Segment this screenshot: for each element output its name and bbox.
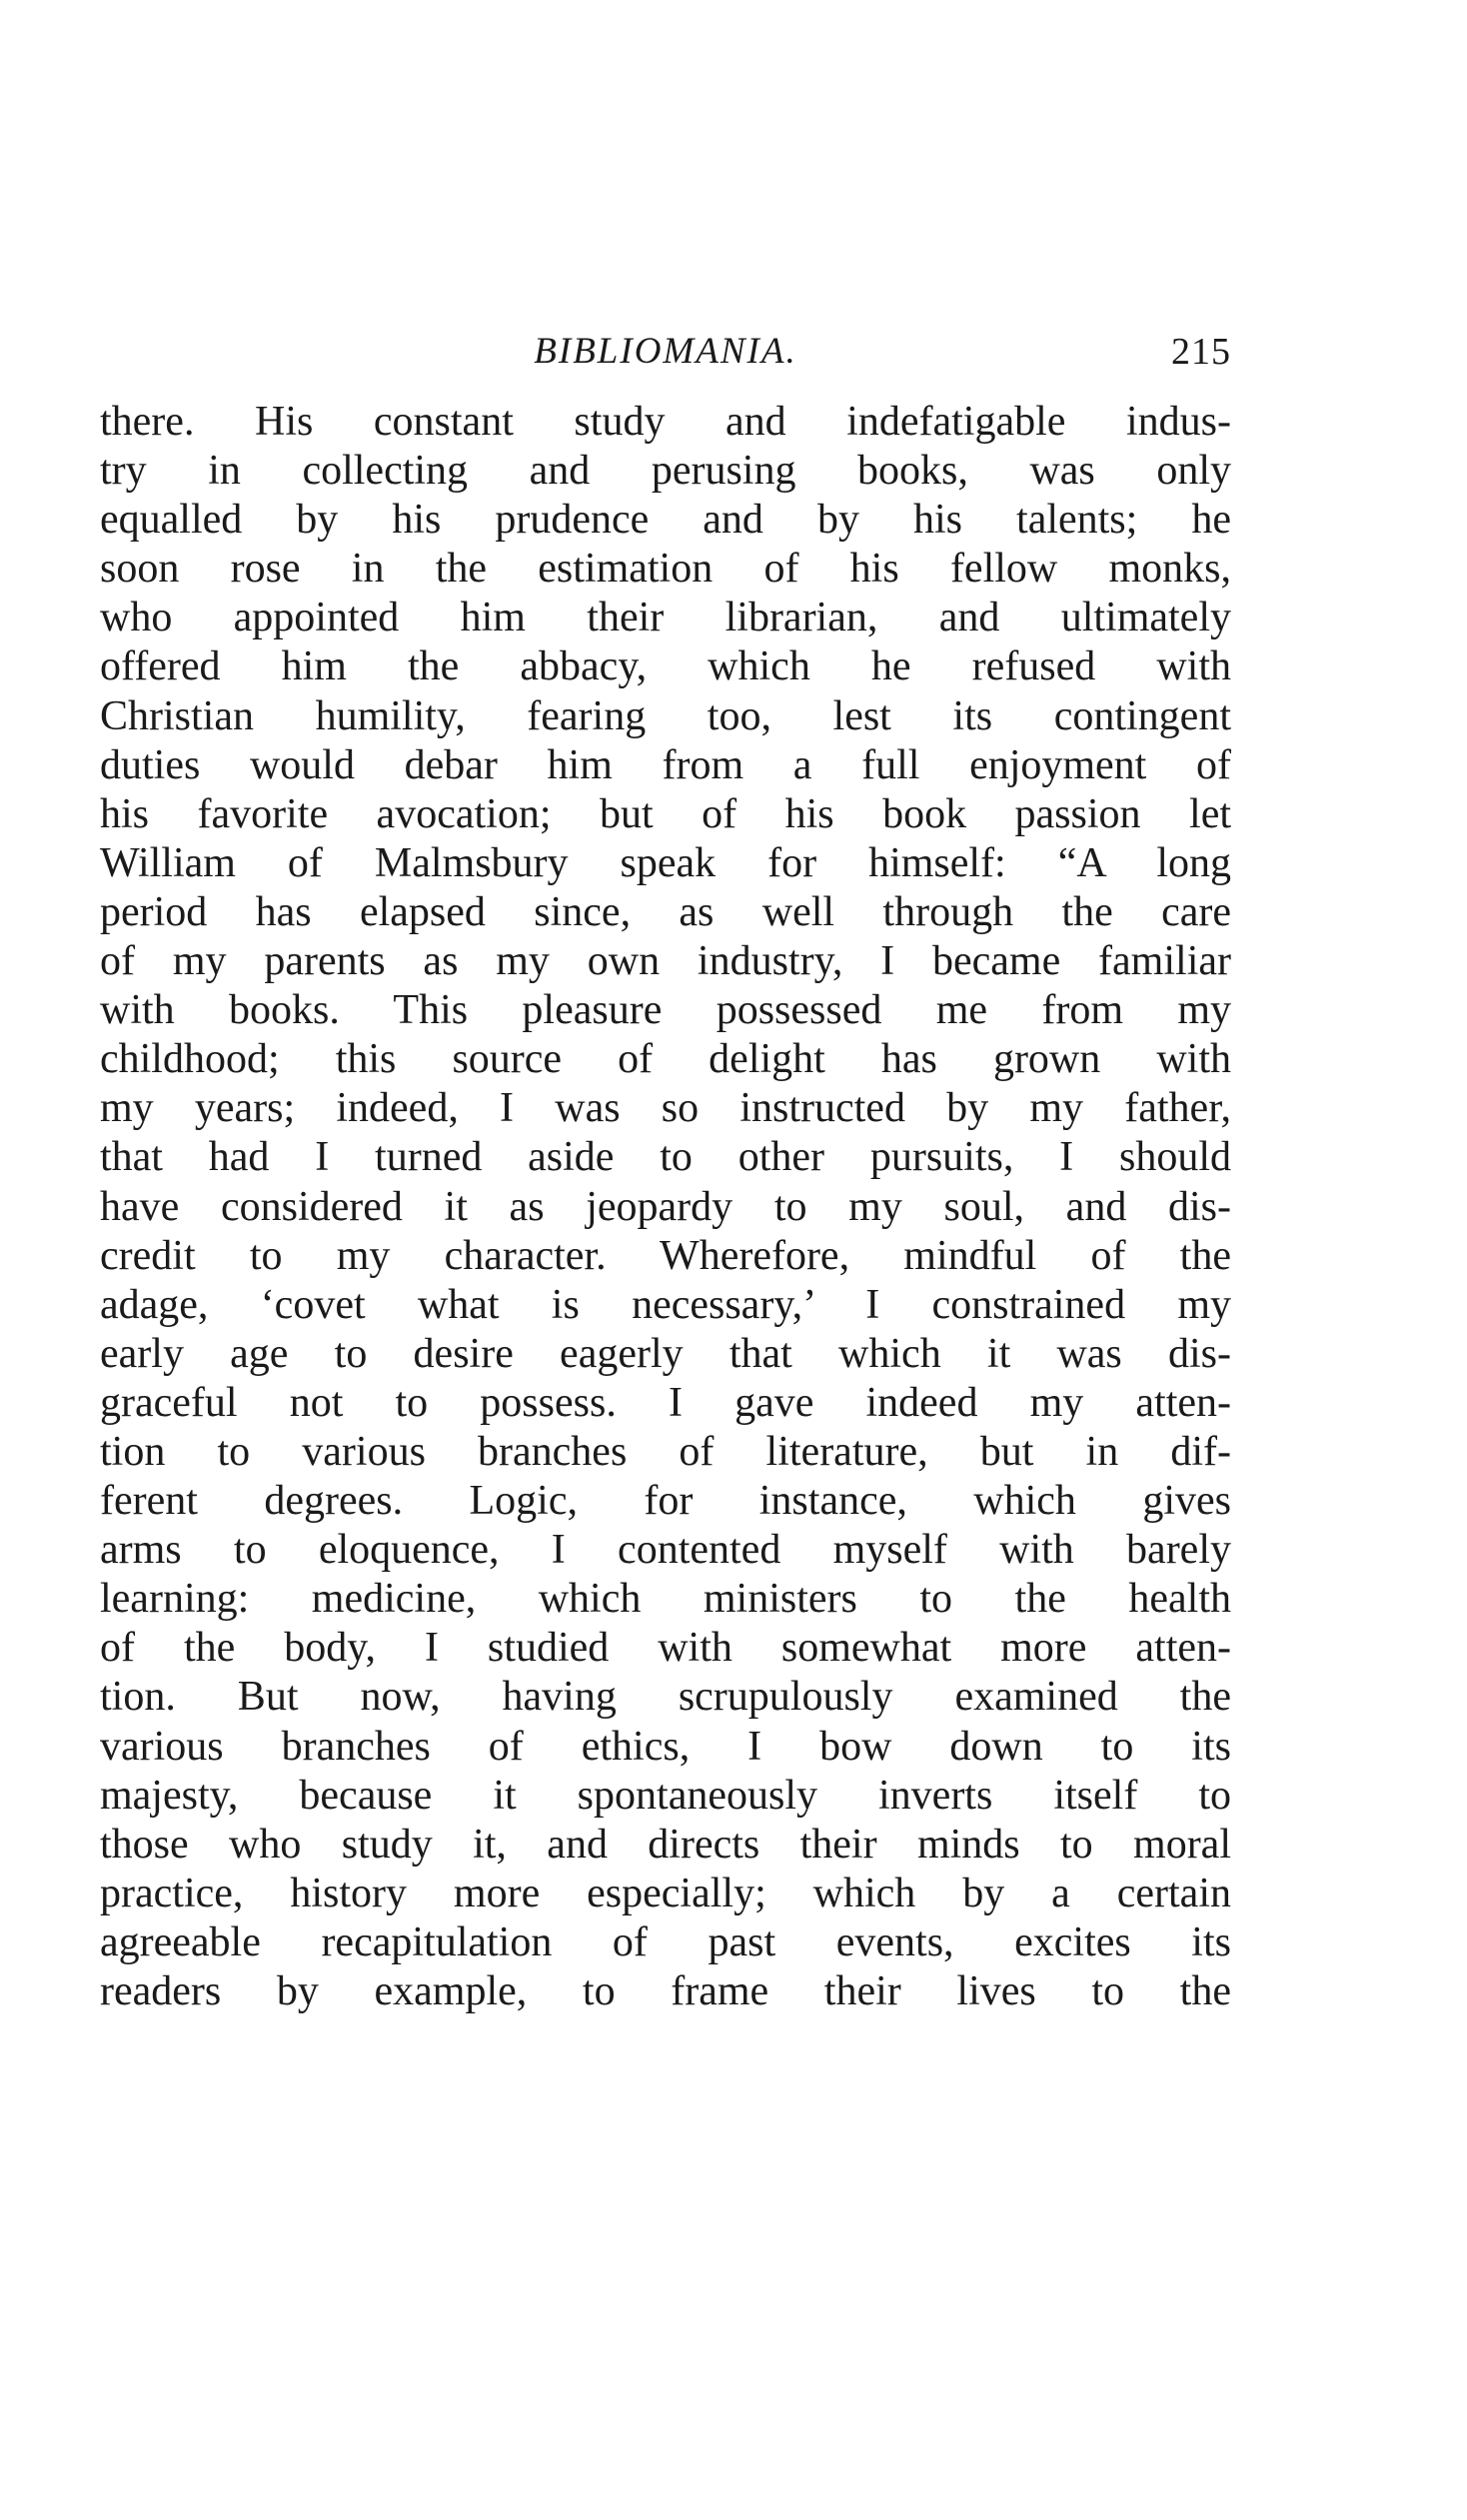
text-line: William of Malmsbury speak for himself: “A long <box>100 839 1231 886</box>
text-line: graceful not to possess. I gave indeed my atten- <box>100 1379 1231 1426</box>
text-line: arms to eloquence, I contented myself with barely <box>100 1527 1231 1574</box>
text-line: try in collecting and perusing books, was only <box>100 448 1231 495</box>
page-number: 215 <box>1171 331 1231 373</box>
text-line: tion. But now, having scrupulously examined the <box>100 1674 1231 1721</box>
text-line: of my parents as my own industry, I became familiar <box>100 938 1231 985</box>
text-line: soon rose in the estimation of his fellow monks, <box>100 546 1231 593</box>
text-line: majesty, because it spontaneously inverts itself to <box>100 1772 1231 1819</box>
text-line: various branches of ethics, I bow down to its <box>100 1723 1231 1770</box>
text-line: period has elapsed since, as well through the care <box>100 888 1231 935</box>
text-line: early age to desire eagerly that which it was dis- <box>100 1330 1231 1377</box>
text-line: who appointed him their librarian, and ultimately <box>100 595 1231 641</box>
running-head <box>100 322 1231 382</box>
text-line: credit to my character. Wherefore, mindful of the <box>100 1232 1231 1279</box>
text-line: learning: medicine, which ministers to the health <box>100 1576 1231 1623</box>
text-line: that had I turned aside to other pursuits, I should <box>100 1134 1231 1181</box>
text-line: Christian humility, fearing too, lest its contingent <box>100 692 1231 739</box>
text-line: ferent degrees. Logic, for instance, which gives <box>100 1478 1231 1525</box>
text-line: his favorite avocation; but of his book passion let <box>100 790 1231 837</box>
text-line: duties would debar him from a full enjoyment of <box>100 741 1231 788</box>
text-line: my years; indeed, I was so instructed by my father, <box>100 1085 1231 1132</box>
text-line: childhood; this source of delight has grown with <box>100 1036 1231 1083</box>
body-text <box>100 398 1231 2016</box>
text-line: adage, ‘covet what is necessary,’ I constrained my <box>100 1281 1231 1328</box>
text-line: have considered it as jeopardy to my soul, and dis- <box>100 1183 1231 1230</box>
text-line: those who study it, and directs their minds to moral <box>100 1821 1231 1868</box>
text-line: equalled by his prudence and by his talents; he <box>100 497 1231 544</box>
text-line: there. His constant study and indefatigable indus- <box>100 399 1231 445</box>
text-line: practice, history more especially; which by a certain <box>100 1870 1231 1916</box>
running-title: BIBLIOMANIA. <box>534 331 797 372</box>
text-line: of the body, I studied with somewhat more atten- <box>100 1625 1231 1672</box>
text-line: with books. This pleasure possessed me from my <box>100 987 1231 1034</box>
text-line: readers by example, to frame their lives to the <box>100 1968 1231 2014</box>
text-line: offered him the abbacy, which he refused with <box>100 643 1231 690</box>
text-line: agreeable recapitulation of past events, excites its <box>100 1918 1231 1965</box>
text-line: tion to various branches of literature, but in dif- <box>100 1428 1231 1475</box>
